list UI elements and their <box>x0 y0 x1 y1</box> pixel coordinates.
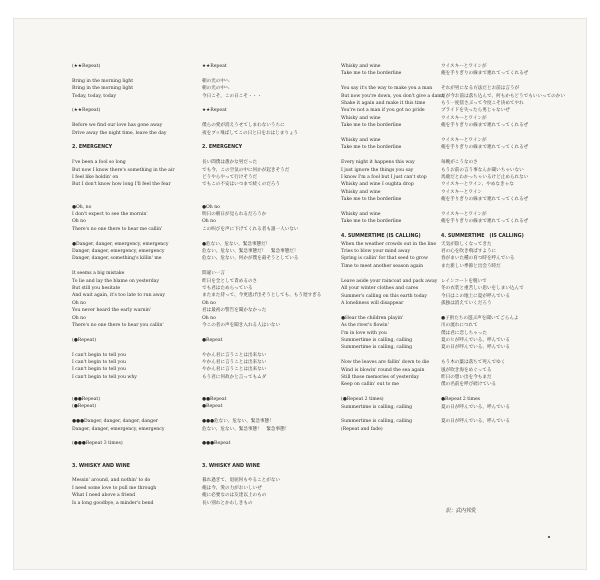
lyric-line: Take me to the borderline <box>341 219 402 225</box>
lyric-line: ウイスキーとワインが <box>441 115 487 121</box>
lyric-line: ★★Repeat <box>202 64 227 69</box>
lyric-line: Is a long goodbye, a minder's bend <box>72 500 154 506</box>
lyric-line: 冬の衣装と重苦しい思いをしまい込んで <box>441 286 524 292</box>
lyric-line: 3. WHISKY AND WINE <box>72 463 130 469</box>
lyric-line <box>202 152 334 159</box>
lyric-line: 孤独は消えていくだろう <box>441 300 492 306</box>
lyric-line: ●危ない、危ない、緊急事態だ！ <box>202 241 271 247</box>
lyric-line <box>72 115 192 122</box>
lyric-line: You say it's the way to make you a man <box>341 86 433 92</box>
translator-credit: 訳：武内邦愛 <box>446 508 477 514</box>
lyric-line: I just ignore the things you say <box>341 167 414 173</box>
lyric-line: Whisky and wine I oughta drop <box>341 182 414 188</box>
lyric-line: Spring is callin' for that seed to grow <box>341 256 428 262</box>
lyric-line: 俺を手りぎりの線まで連れてってくれるぜ <box>441 145 529 151</box>
lyric-line: Still those memories of yesterday <box>341 374 419 380</box>
lyric-line: Every night it happens this way <box>341 160 415 166</box>
lyric-line <box>202 137 334 144</box>
lyric-line: Take me to the borderline <box>341 123 402 129</box>
lyric-line: Take me to the borderline <box>341 71 402 77</box>
lyric-line: What I need above a friend <box>72 493 136 499</box>
lyric-line <box>441 307 571 314</box>
lyric-line <box>72 344 192 351</box>
lyric-line <box>202 448 334 455</box>
lyric-line <box>202 344 334 351</box>
lyric-line: 間違い一言 <box>202 271 225 277</box>
column-english-left <box>72 63 192 507</box>
lyric-line: 朝の光の中へ <box>202 78 230 84</box>
lyric-line: 危ない、危ない、緊急事態だ！ 緊急事態だ！ <box>202 249 299 255</box>
lyric-line: I know I'm a fool but I just can't stop <box>341 175 427 181</box>
lyric-line: (Repeat and fade) <box>341 426 383 432</box>
lyric-line: Keep on callin' out to me <box>341 382 399 388</box>
lyric-line: All your winter clothes and cares <box>341 286 419 292</box>
lyric-line: Drive away the night time, leave the day <box>72 130 167 136</box>
lyric-line: I'm in love with you <box>341 330 387 336</box>
lyric-line: 夏の日が呼んでいる、呼んでいる <box>441 345 510 351</box>
lyric-line: また新しい季節と出会う時だ <box>441 263 501 269</box>
lyric-line <box>72 470 192 477</box>
lyric-line: ●Oh, no <box>72 204 92 210</box>
lyric-line: Messin' around, and nothin' to do <box>72 478 151 484</box>
lyric-line: 俺を手りぎりの線まで連れてってくれるぜ <box>441 219 529 225</box>
lyric-line: To lie and lay the blame on yesterday <box>72 278 159 284</box>
lyric-line: Wind is blowin' round the sea again <box>341 367 425 373</box>
lyric-line: でもこの不安はいつまで続くのだろう <box>202 182 281 188</box>
lyric-line: ●Oh no <box>202 204 220 210</box>
lyric-line: 天気が陰しくなってきた <box>441 241 492 247</box>
lyric-line: もう君に何故かと言ってもムダ <box>202 374 267 380</box>
lyric-line: Whisky and wine <box>341 115 381 121</box>
lyric-line <box>202 115 334 122</box>
lyric-line: ウイスキーとワインが <box>441 64 487 69</box>
lyric-line: It seems a big mistake <box>72 271 125 277</box>
lyric-line: 長い間僕は愚かな男だった <box>202 160 258 166</box>
lyric-line: Oh no <box>202 219 216 225</box>
lyric-line: ●Repeat 2 times <box>441 397 481 403</box>
lyric-line: もう一度揺さぶって今度こそ決めてやれ <box>441 101 524 107</box>
lyric-line: Whisky and wine <box>341 212 381 218</box>
lyric-line: 2. EMERGENCY <box>202 145 243 151</box>
lyric-line: 俺は今、愛の力がおいしいぜ <box>202 485 262 491</box>
lyric-line <box>202 189 334 196</box>
lyric-line: レインコートを脱いで <box>441 278 487 284</box>
lyric-line: 春がまいた種の育つ時を呼んでいる <box>441 256 515 262</box>
lyric-line <box>202 411 334 418</box>
lyric-line: When the weather crowds out in the line <box>341 241 437 247</box>
lyric-line: Whisky and wine <box>341 138 381 144</box>
lyric-line <box>202 70 334 77</box>
lyric-line: 俺に必要なのは友達以上のもの <box>202 493 267 499</box>
lyric-line: ●Hear the children playin' <box>341 315 404 321</box>
lyric-line <box>72 100 192 107</box>
lyric-line: 俺を手りぎりの線まで連れてってくれるぜ <box>441 123 529 129</box>
lyric-line <box>72 70 192 77</box>
lyric-line <box>72 233 192 240</box>
lyric-line: やかん君に言うことは出来ない <box>202 360 267 366</box>
column-right <box>341 63 571 433</box>
lyric-line <box>72 196 192 203</box>
lyric-line: ●●●Repeat <box>202 441 231 447</box>
lyric-line: でも君はためらっている <box>202 286 253 292</box>
lyric-line: And wait again, it's too late to run away <box>72 293 166 299</box>
lyric-line: だが今お前は落ち込んで、何もかもどうでもいいってのかい <box>441 93 565 99</box>
lyric-line: もうお前の言う事なんか聞いちゃいない <box>441 167 524 173</box>
lyric-line: またまた待って、今更逃げ出そうとしても、もう遅すぎる <box>202 293 322 299</box>
lyric-line: Shake it again and make it this time <box>341 101 426 107</box>
lyric-line: (★★Repeat) <box>72 108 101 114</box>
lyric-line: But I don't know how long I'll feel the fear <box>72 182 171 188</box>
lyric-line: (●Repeat) <box>72 337 97 343</box>
lyric-line <box>202 263 334 270</box>
lyric-line: (●Repeat 2 times) <box>341 397 384 403</box>
lyric-line: A loneliness will disappear <box>341 300 404 306</box>
lyric-line: There's no one there to hear me callin' <box>72 226 163 232</box>
lyric-line: それが男になる方法だとお前は言うが <box>441 86 520 92</box>
lyric-line: この叫びを声に下げてくれる者も誰一人いない <box>202 226 299 232</box>
lyric-line: ●●●危ない、危ない、緊急事態！ <box>202 419 274 425</box>
lyric-line: Summer's calling on this earth today <box>341 293 427 299</box>
lyric-line: 夜をブッ飛ばしてこの日と日をおはじまりょう <box>202 130 299 136</box>
lyric-line: Summertime is calling, calling <box>341 337 413 343</box>
lyric-line: ウイスキーとワイン、やめなきゃな <box>441 182 514 188</box>
lyric-line: 明日の朝日が見られるだろうか <box>202 212 267 218</box>
lyric-line: Summertime is calling, calling <box>341 404 413 410</box>
lyric-line: But still you hesitate <box>72 286 121 292</box>
lyric-line: 朝の光の中へ <box>202 86 230 92</box>
lyric-line: ●●●Danger, danger, danger, danger <box>72 419 158 425</box>
lyric-line: Take me to the borderline <box>341 145 402 151</box>
lyric-line <box>202 470 334 477</box>
lyric-line: 僕の名前を呼び続けている <box>441 382 497 388</box>
lyric-line: 僕らの愛が消えうせてしまわないうちに <box>202 123 285 129</box>
lyric-line: もう木の葉は落ちて死んでゆく <box>441 360 506 366</box>
lyric-line: ●Danger, danger, emergency, emergency <box>72 241 169 247</box>
lyric-line: I feel like holdin' on <box>72 175 119 181</box>
lyric-line: Danger, danger, something's killin' me <box>72 256 162 262</box>
lyric-line <box>72 152 192 159</box>
lyric-line <box>202 381 334 388</box>
lyric-line: Time to meet another season again <box>341 263 424 269</box>
lyric-line <box>441 389 571 396</box>
lyric-line: ウイスキーとワイン <box>441 189 483 195</box>
lyric-line: Now the leaves are fallin' down to die <box>341 360 430 366</box>
lyric-line: 危ない、危ない、何かが僕を殺そうとしている <box>202 256 299 262</box>
column-japanese-right <box>441 63 571 426</box>
lyric-line: プライドを失ったら男じゃないぜ <box>441 108 510 114</box>
lyric-line: ウイスキーとワインが <box>441 212 487 218</box>
lyric-line: (●●Repeat) <box>72 397 101 403</box>
lyric-line: 昨日の想い出を今もまだ <box>441 374 492 380</box>
lyric-line: Oh no <box>72 300 86 306</box>
lyric-line <box>72 433 192 440</box>
lyric-line: ウイスキーとワインが <box>441 138 487 144</box>
lyric-line <box>441 78 571 85</box>
lyric-line <box>202 455 334 462</box>
lyric-line: I don't expect to see the mornin' <box>72 212 148 218</box>
lyric-line: 夏の日が呼んでいる、呼んでいる <box>441 404 510 410</box>
lyric-line: やかん君に言うことは出来ない <box>202 367 267 373</box>
lyric-line: Oh no <box>72 315 86 321</box>
lyric-line: I can't begin to tell you why <box>72 374 137 380</box>
lyric-line <box>202 233 334 240</box>
column-japanese-left <box>202 63 334 507</box>
lyric-line <box>441 130 571 137</box>
lyric-line <box>202 100 334 107</box>
lyric-line: Before we find our love has gone away <box>72 123 163 129</box>
lyric-line <box>202 433 334 440</box>
lyric-line: (●●●Repeat 3 times) <box>72 441 123 447</box>
lyric-line: ●Repeat <box>202 337 223 343</box>
lyric-line: 馬鹿だとわかっちゃいるけど止められない <box>441 175 529 181</box>
lyric-line: 4. SUMMERTIME (IS CALLING) <box>441 234 524 240</box>
lyric-line: 川の流れにつれて <box>441 323 478 329</box>
lyric-line <box>441 226 571 233</box>
lyric-line: ●子供たちの遊ぶ声を聞いてごらんよ <box>441 315 519 321</box>
lyric-line: 俺を手りぎりの線まで連れてってくれるぜ <box>441 197 529 203</box>
lyric-line: Whisky and wine <box>341 64 381 69</box>
lyric-line: ●●Repeat <box>202 397 227 403</box>
lyric-line <box>72 448 192 455</box>
lyric-sheet <box>14 19 586 569</box>
lyric-line: どうやらやって行けそうだ <box>202 175 258 181</box>
lyric-line <box>72 455 192 462</box>
lyric-line: I can't begin to tell you <box>72 360 126 366</box>
lyric-line <box>72 329 192 336</box>
lyric-line: 風が吹き海をめぐってる <box>441 367 492 373</box>
lyric-line: 君は最初の警告を聞かなかった <box>202 308 267 314</box>
lyric-line <box>202 196 334 203</box>
lyric-line: Today, today, today <box>72 93 117 99</box>
lyric-line: 夏のヒが呼んでいる、呼んでいる <box>441 337 510 343</box>
lyric-line: 毎晩がこうなのさ <box>441 160 478 166</box>
lyric-line: Whisky and wine <box>341 189 381 195</box>
lyric-line <box>72 137 192 144</box>
lyric-line: 2. EMERGENCY <box>72 145 113 151</box>
lyric-line: But now you're down, you don't give a damn <box>341 93 445 99</box>
lyric-line: As the river's flowin' <box>341 323 389 329</box>
lyric-line: 今日こそ、この日こそ・・・ <box>202 93 262 99</box>
lyric-line: Take me to the borderline <box>341 197 402 203</box>
lyric-line <box>441 204 571 211</box>
lyric-line: やかん君に言うことは出来ない <box>202 352 267 358</box>
lyric-line <box>441 152 571 159</box>
lyric-line: ●Repeat <box>202 404 223 410</box>
lyric-line: 今この者の声を聞き入れる人はいない <box>202 323 281 329</box>
lyric-line: Summertime is calling, calling <box>341 419 413 425</box>
lyric-line: 昨日を全として責めるのさ <box>202 278 258 284</box>
lyric-line: 僕は君に恋しちゃった <box>441 330 487 336</box>
lyric-line: I've been a fool so long <box>72 160 126 166</box>
lyric-line: I can't begin to tell you <box>72 352 126 358</box>
lyric-line <box>441 411 571 418</box>
lyric-line: Bring in the morning light <box>72 86 134 92</box>
lyric-line: 長い別れとかわしきもの <box>202 500 253 506</box>
lyric-line: 危ない、危ない、緊急事態！ 緊急事態！ <box>202 426 290 432</box>
page-mark <box>548 536 550 538</box>
lyric-line: 暮れ過ぎて、退屈何もやることがない <box>202 478 281 484</box>
lyric-line: (★★Repeat) <box>72 64 101 69</box>
lyric-line: Oh no <box>202 300 216 306</box>
lyric-line: (●Repeat) <box>72 404 97 410</box>
lyric-line: You're not a man if you got no pride <box>341 108 425 114</box>
lyric-line <box>72 411 192 418</box>
lyric-line: 俺を手りぎりの線まで連れてってくれるぜ <box>441 71 529 77</box>
lyric-line: 今日はこの地上に夏が呼んでいる <box>441 293 510 299</box>
lyric-line: There's no one there to hear you callin' <box>72 323 164 329</box>
lyric-line <box>202 389 334 396</box>
lyric-line: でも今、この空気の中に何かが起きそうだ <box>202 167 290 173</box>
lyric-line: 君の心を吹き飛ばすように <box>441 249 497 255</box>
lyric-line: Danger, danger, emergency, emergency <box>72 249 165 255</box>
lyric-line <box>441 270 571 277</box>
lyric-line <box>72 189 192 196</box>
lyric-line: 3. WHISKY AND WINE <box>202 463 260 469</box>
lyric-line: Summertime is calling, calling <box>341 345 413 351</box>
lyric-line <box>441 352 571 359</box>
lyric-line: I need some love to pull me through <box>72 485 157 491</box>
lyric-line <box>72 389 192 396</box>
lyric-line <box>202 329 334 336</box>
lyric-line: ★★Repeat <box>202 108 227 114</box>
lyric-line <box>72 381 192 388</box>
lyric-line <box>72 263 192 270</box>
lyric-line: 夏の日が呼んでいる、呼んでいる <box>441 419 510 425</box>
lyric-line: Danger, danger, emergency, emergency <box>72 426 165 432</box>
lyric-line: You never heard the early warnin' <box>72 308 152 314</box>
lyric-line: Leave aside your raincoat and pack away <box>341 278 438 284</box>
lyric-line: Bring in the morning light <box>72 78 134 84</box>
lyric-line: Oh no <box>72 219 86 225</box>
lyric-line: I can't begin to tell you <box>72 367 126 373</box>
lyric-line: 4. SUMMERTIME (IS CALLING) <box>341 234 421 240</box>
lyric-line: But now I know there's something in the air <box>72 167 175 173</box>
lyric-line: Tries to blow your mind away <box>341 249 411 255</box>
lyric-line: Oh no <box>202 315 216 321</box>
